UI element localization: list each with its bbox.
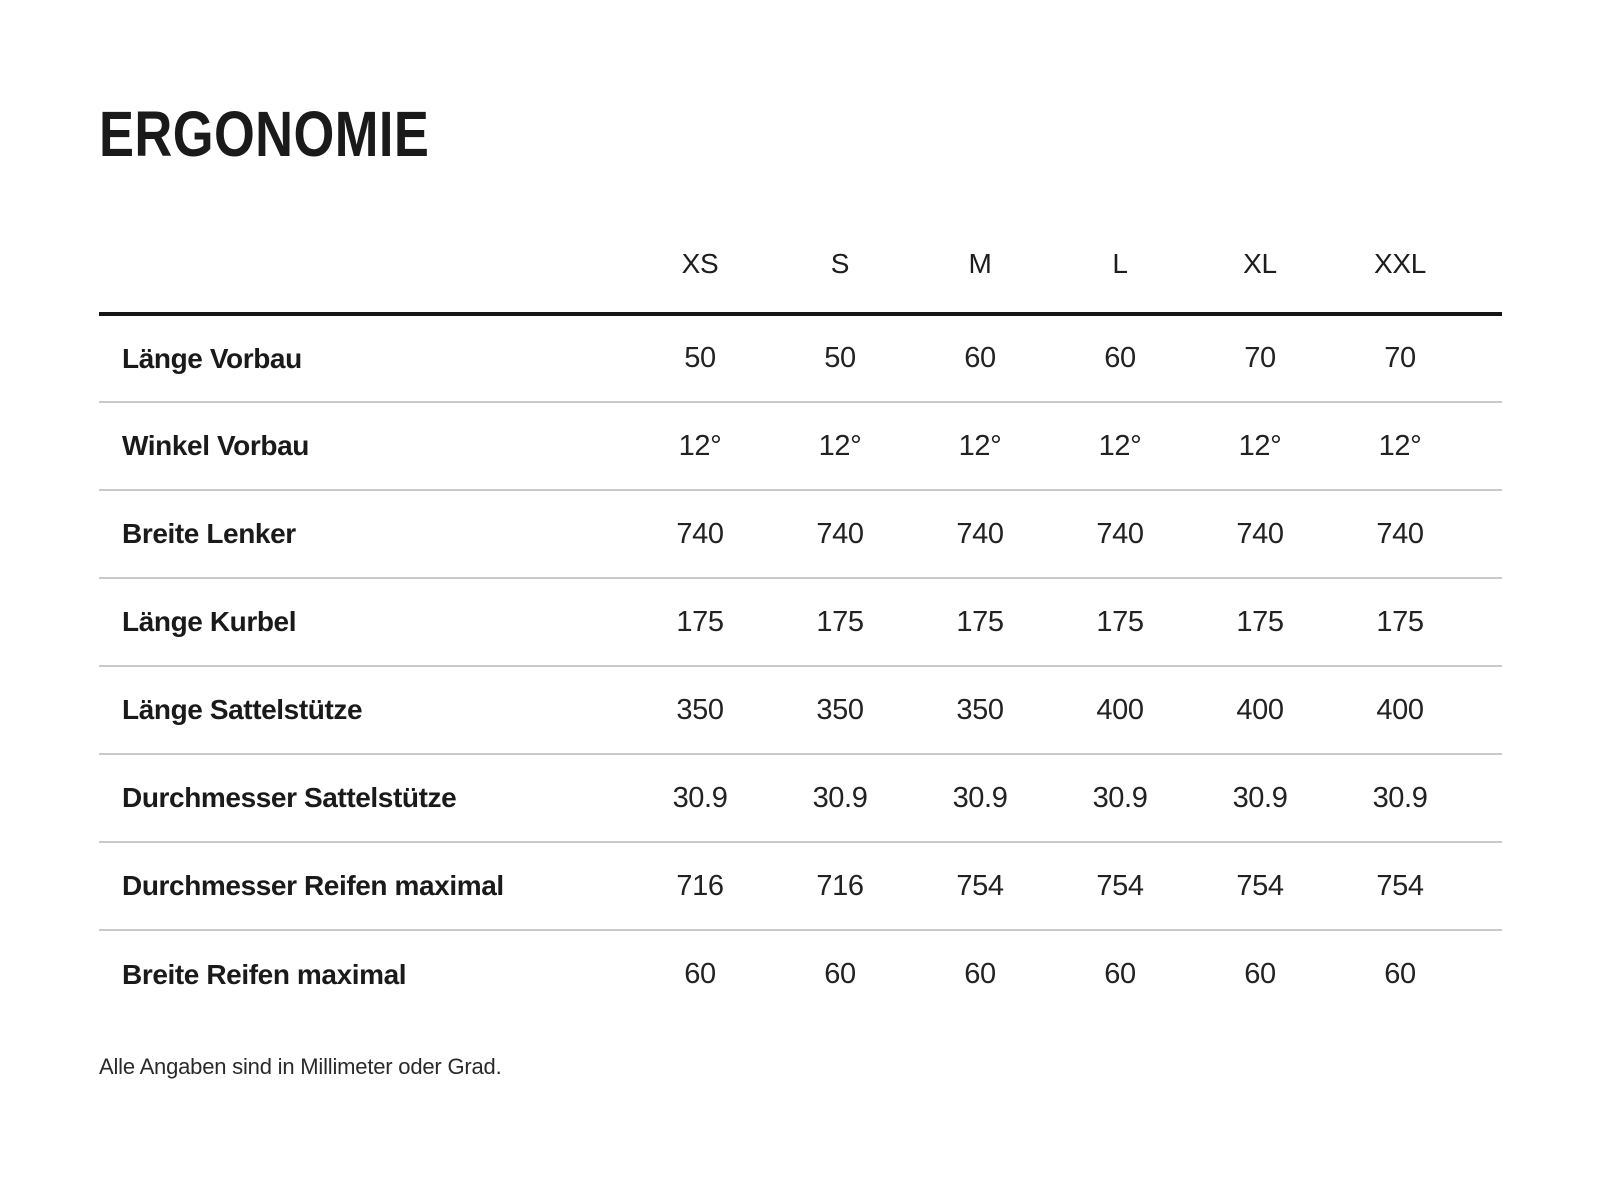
row-label: Länge Vorbau (122, 342, 302, 374)
table-cell: 60 (684, 958, 716, 990)
table-cell: 740 (1096, 517, 1144, 550)
table-cell: 30.9 (1372, 781, 1428, 814)
table-cell: 12° (1238, 429, 1282, 462)
table-spacer-cell (1470, 754, 1502, 842)
table-row-laenge-sattelstuetze (99, 666, 1502, 754)
table-cell: 175 (816, 605, 864, 638)
table-spacer-cell (1470, 930, 1502, 1018)
table-cell: 60 (964, 342, 996, 374)
table-cell: 12° (678, 429, 722, 462)
table-cell: 175 (1096, 605, 1144, 638)
column-header-s: S (830, 248, 850, 279)
table-cell: 716 (816, 869, 864, 902)
ergonomics-table (99, 230, 1502, 1018)
row-label: Durchmesser Sattelstütze (122, 782, 457, 813)
table-cell: 60 (824, 958, 856, 990)
page-title: ERGONOMIE (99, 98, 430, 170)
table-cell: 50 (684, 342, 716, 374)
table-row-breite-lenker (99, 490, 1502, 578)
table-row-durchmesser-sattelstuetze (99, 754, 1502, 842)
table-spacer-cell (1470, 666, 1502, 754)
table-cell: 175 (956, 605, 1004, 638)
table-cell: 60 (1104, 342, 1136, 374)
table-spacer-cell (1470, 490, 1502, 578)
table-cell: 740 (676, 517, 724, 550)
table-cell: 30.9 (672, 781, 728, 814)
table-cell: 740 (1236, 517, 1284, 550)
table-cell: 400 (1096, 693, 1144, 726)
column-header-xl: XL (1243, 248, 1277, 279)
row-label: Länge Sattelstütze (122, 694, 363, 725)
table-cell: 12° (1098, 429, 1142, 462)
table-cell: 400 (1236, 693, 1284, 726)
table-spacer-cell (1470, 230, 1502, 314)
table-cell: 30.9 (812, 781, 868, 814)
table-cell: 60 (1104, 958, 1136, 990)
row-label: Durchmesser Reifen maximal (122, 870, 504, 901)
table-header-row (99, 230, 1502, 314)
table-cell: 754 (956, 869, 1004, 902)
table-cell: 350 (816, 693, 864, 726)
table-cell: 754 (1376, 869, 1424, 902)
column-header-m: M (968, 248, 992, 279)
table-cell: 350 (956, 693, 1004, 726)
table-cell: 60 (1244, 958, 1276, 990)
table-spacer-cell (1470, 314, 1502, 402)
row-label: Winkel Vorbau (122, 430, 309, 461)
table-cell: 70 (1244, 342, 1276, 374)
table-cell: 740 (816, 517, 864, 550)
table-cell: 400 (1376, 693, 1424, 726)
table-row-laenge-kurbel (99, 578, 1502, 666)
table-cell: 30.9 (1232, 781, 1288, 814)
table-spacer-cell (1470, 578, 1502, 666)
units-footnote: Alle Angaben sind in Millimeter oder Grad. (99, 1054, 502, 1079)
table-cell: 716 (676, 869, 724, 902)
table-cell: 50 (824, 342, 856, 374)
table-cell: 175 (1236, 605, 1284, 638)
table-cell: 12° (1378, 429, 1422, 462)
table-cell: 754 (1236, 869, 1284, 902)
table-cell: 12° (958, 429, 1002, 462)
table-cell: 350 (676, 693, 724, 726)
row-label: Länge Kurbel (122, 606, 297, 637)
row-label: Breite Reifen maximal (122, 958, 407, 990)
table-cell: 175 (1376, 605, 1424, 638)
table-spacer-cell (1470, 842, 1502, 930)
table-cell: 740 (1376, 517, 1424, 550)
row-label: Breite Lenker (122, 518, 296, 549)
table-spacer-cell (1470, 402, 1502, 490)
table-cell: 60 (1384, 958, 1416, 990)
table-row-durchmesser-reifen (99, 842, 1502, 930)
table-row-laenge-vorbau (99, 314, 1502, 402)
table-cell: 30.9 (1092, 781, 1148, 814)
table-cell: 70 (1384, 342, 1416, 374)
table-row-winkel-vorbau (99, 402, 1502, 490)
column-header-l: L (1112, 248, 1128, 279)
table-cell: 12° (818, 429, 862, 462)
table-cell: 30.9 (952, 781, 1008, 814)
table-cell: 175 (676, 605, 724, 638)
column-header-xs: XS (681, 248, 719, 279)
table-corner-cell (99, 230, 630, 314)
table-row-breite-reifen (99, 930, 1502, 1018)
table-cell: 740 (956, 517, 1004, 550)
table-cell: 754 (1096, 869, 1144, 902)
column-header-xxl: XXL (1373, 248, 1427, 279)
table-cell: 60 (964, 958, 996, 990)
